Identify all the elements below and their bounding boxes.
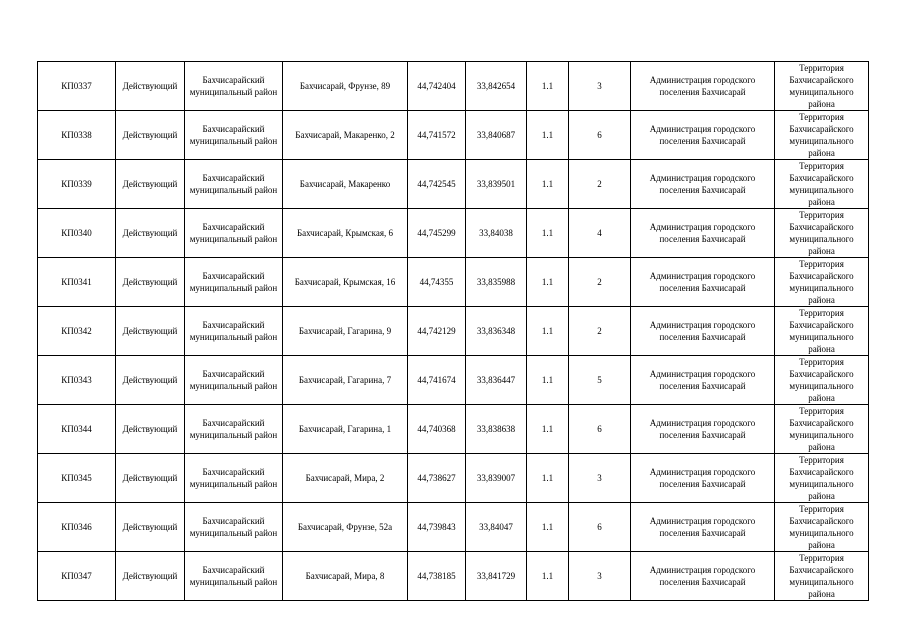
longitude-cell: 33,841729 — [466, 552, 527, 601]
status-cell: Действующий — [116, 62, 185, 111]
longitude-cell: 33,835988 — [466, 258, 527, 307]
latitude-cell: 44,740368 — [408, 405, 466, 454]
status-cell: Действующий — [116, 307, 185, 356]
latitude-cell: 44,742545 — [408, 160, 466, 209]
territory-cell: Территория Бахчисарайского муниципального района — [775, 307, 869, 356]
owner-cell: Администрация городского поселения Бахчисарай — [631, 552, 775, 601]
type-code-cell: 1.1 — [527, 62, 569, 111]
status-cell: Действующий — [116, 209, 185, 258]
owner-cell: Администрация городского поселения Бахчисарай — [631, 160, 775, 209]
latitude-cell: 44,741572 — [408, 111, 466, 160]
territory-cell: Территория Бахчисарайского муниципального района — [775, 454, 869, 503]
district-cell: Бахчисарайский муниципальный район — [185, 160, 283, 209]
table-row — [38, 405, 869, 454]
table-row — [38, 209, 869, 258]
longitude-cell: 33,838638 — [466, 405, 527, 454]
type-code-cell: 1.1 — [527, 405, 569, 454]
longitude-cell: 33,839007 — [466, 454, 527, 503]
district-cell: Бахчисарайский муниципальный район — [185, 62, 283, 111]
table-row — [38, 454, 869, 503]
status-cell: Действующий — [116, 552, 185, 601]
table-row — [38, 111, 869, 160]
container-count-cell: 2 — [569, 258, 631, 307]
owner-cell: Администрация городского поселения Бахчисарай — [631, 209, 775, 258]
owner-cell: Администрация городского поселения Бахчисарай — [631, 454, 775, 503]
territory-cell: Территория Бахчисарайского муниципального района — [775, 111, 869, 160]
status-cell: Действующий — [116, 454, 185, 503]
district-cell: Бахчисарайский муниципальный район — [185, 209, 283, 258]
longitude-cell: 33,836447 — [466, 356, 527, 405]
status-cell: Действующий — [116, 160, 185, 209]
territory-cell: Территория Бахчисарайского муниципального района — [775, 552, 869, 601]
address-cell: Бахчисарай, Макаренко — [283, 160, 408, 209]
territory-cell: Территория Бахчисарайского муниципального района — [775, 356, 869, 405]
container-count-cell: 2 — [569, 160, 631, 209]
site-code-cell: КП0343 — [38, 356, 116, 405]
site-code-cell: КП0339 — [38, 160, 116, 209]
container-count-cell: 5 — [569, 356, 631, 405]
territory-cell: Территория Бахчисарайского муниципального района — [775, 209, 869, 258]
district-cell: Бахчисарайский муниципальный район — [185, 307, 283, 356]
longitude-cell: 33,84038 — [466, 209, 527, 258]
container-count-cell: 6 — [569, 405, 631, 454]
latitude-cell: 44,738627 — [408, 454, 466, 503]
owner-cell: Администрация городского поселения Бахчисарай — [631, 258, 775, 307]
latitude-cell: 44,74355 — [408, 258, 466, 307]
district-cell: Бахчисарайский муниципальный район — [185, 356, 283, 405]
status-cell: Действующий — [116, 258, 185, 307]
owner-cell: Администрация городского поселения Бахчисарай — [631, 62, 775, 111]
latitude-cell: 44,739843 — [408, 503, 466, 552]
container-count-cell: 3 — [569, 552, 631, 601]
type-code-cell: 1.1 — [527, 454, 569, 503]
type-code-cell: 1.1 — [527, 258, 569, 307]
district-cell: Бахчисарайский муниципальный район — [185, 111, 283, 160]
site-code-cell: КП0346 — [38, 503, 116, 552]
owner-cell: Администрация городского поселения Бахчисарай — [631, 111, 775, 160]
longitude-cell: 33,84047 — [466, 503, 527, 552]
district-cell: Бахчисарайский муниципальный район — [185, 405, 283, 454]
address-cell: Бахчисарай, Гагарина, 7 — [283, 356, 408, 405]
site-code-cell: КП0342 — [38, 307, 116, 356]
latitude-cell: 44,742404 — [408, 62, 466, 111]
longitude-cell: 33,836348 — [466, 307, 527, 356]
table-row — [38, 552, 869, 601]
type-code-cell: 1.1 — [527, 503, 569, 552]
status-cell: Действующий — [116, 503, 185, 552]
district-cell: Бахчисарайский муниципальный район — [185, 503, 283, 552]
address-cell: Бахчисарай, Мира, 8 — [283, 552, 408, 601]
territory-cell: Территория Бахчисарайского муниципального района — [775, 503, 869, 552]
container-count-cell: 3 — [569, 454, 631, 503]
territory-cell: Территория Бахчисарайского муниципального района — [775, 405, 869, 454]
table-row — [38, 258, 869, 307]
district-cell: Бахчисарайский муниципальный район — [185, 258, 283, 307]
territory-cell: Территория Бахчисарайского муниципального района — [775, 160, 869, 209]
type-code-cell: 1.1 — [527, 209, 569, 258]
status-cell: Действующий — [116, 111, 185, 160]
status-cell: Действующий — [116, 405, 185, 454]
registry-table — [37, 61, 869, 601]
district-cell: Бахчисарайский муниципальный район — [185, 454, 283, 503]
owner-cell: Администрация городского поселения Бахчисарай — [631, 405, 775, 454]
container-count-cell: 4 — [569, 209, 631, 258]
latitude-cell: 44,741674 — [408, 356, 466, 405]
address-cell: Бахчисарай, Мира, 2 — [283, 454, 408, 503]
longitude-cell: 33,842654 — [466, 62, 527, 111]
type-code-cell: 1.1 — [527, 356, 569, 405]
longitude-cell: 33,840687 — [466, 111, 527, 160]
container-count-cell: 6 — [569, 503, 631, 552]
site-code-cell: КП0340 — [38, 209, 116, 258]
table-row — [38, 503, 869, 552]
site-code-cell: КП0337 — [38, 62, 116, 111]
table-row — [38, 160, 869, 209]
container-count-cell: 6 — [569, 111, 631, 160]
address-cell: Бахчисарай, Крымская, 16 — [283, 258, 408, 307]
address-cell: Бахчисарай, Гагарина, 1 — [283, 405, 408, 454]
table-row — [38, 307, 869, 356]
address-cell: Бахчисарай, Макаренко, 2 — [283, 111, 408, 160]
district-cell: Бахчисарайский муниципальный район — [185, 552, 283, 601]
type-code-cell: 1.1 — [527, 160, 569, 209]
site-code-cell: КП0345 — [38, 454, 116, 503]
site-code-cell: КП0341 — [38, 258, 116, 307]
table-row — [38, 356, 869, 405]
registry-table-body — [38, 62, 869, 601]
status-cell: Действующий — [116, 356, 185, 405]
container-count-cell: 2 — [569, 307, 631, 356]
owner-cell: Администрация городского поселения Бахчисарай — [631, 503, 775, 552]
owner-cell: Администрация городского поселения Бахчисарай — [631, 356, 775, 405]
longitude-cell: 33,839501 — [466, 160, 527, 209]
latitude-cell: 44,738185 — [408, 552, 466, 601]
address-cell: Бахчисарай, Фрунзе, 89 — [283, 62, 408, 111]
type-code-cell: 1.1 — [527, 552, 569, 601]
address-cell: Бахчисарай, Фрунзе, 52а — [283, 503, 408, 552]
territory-cell: Территория Бахчисарайского муниципального района — [775, 258, 869, 307]
site-code-cell: КП0338 — [38, 111, 116, 160]
table-row — [38, 62, 869, 111]
latitude-cell: 44,742129 — [408, 307, 466, 356]
address-cell: Бахчисарай, Гагарина, 9 — [283, 307, 408, 356]
type-code-cell: 1.1 — [527, 111, 569, 160]
latitude-cell: 44,745299 — [408, 209, 466, 258]
type-code-cell: 1.1 — [527, 307, 569, 356]
territory-cell: Территория Бахчисарайского муниципального района — [775, 62, 869, 111]
site-code-cell: КП0347 — [38, 552, 116, 601]
owner-cell: Администрация городского поселения Бахчисарай — [631, 307, 775, 356]
container-count-cell: 3 — [569, 62, 631, 111]
address-cell: Бахчисарай, Крымская, 6 — [283, 209, 408, 258]
site-code-cell: КП0344 — [38, 405, 116, 454]
